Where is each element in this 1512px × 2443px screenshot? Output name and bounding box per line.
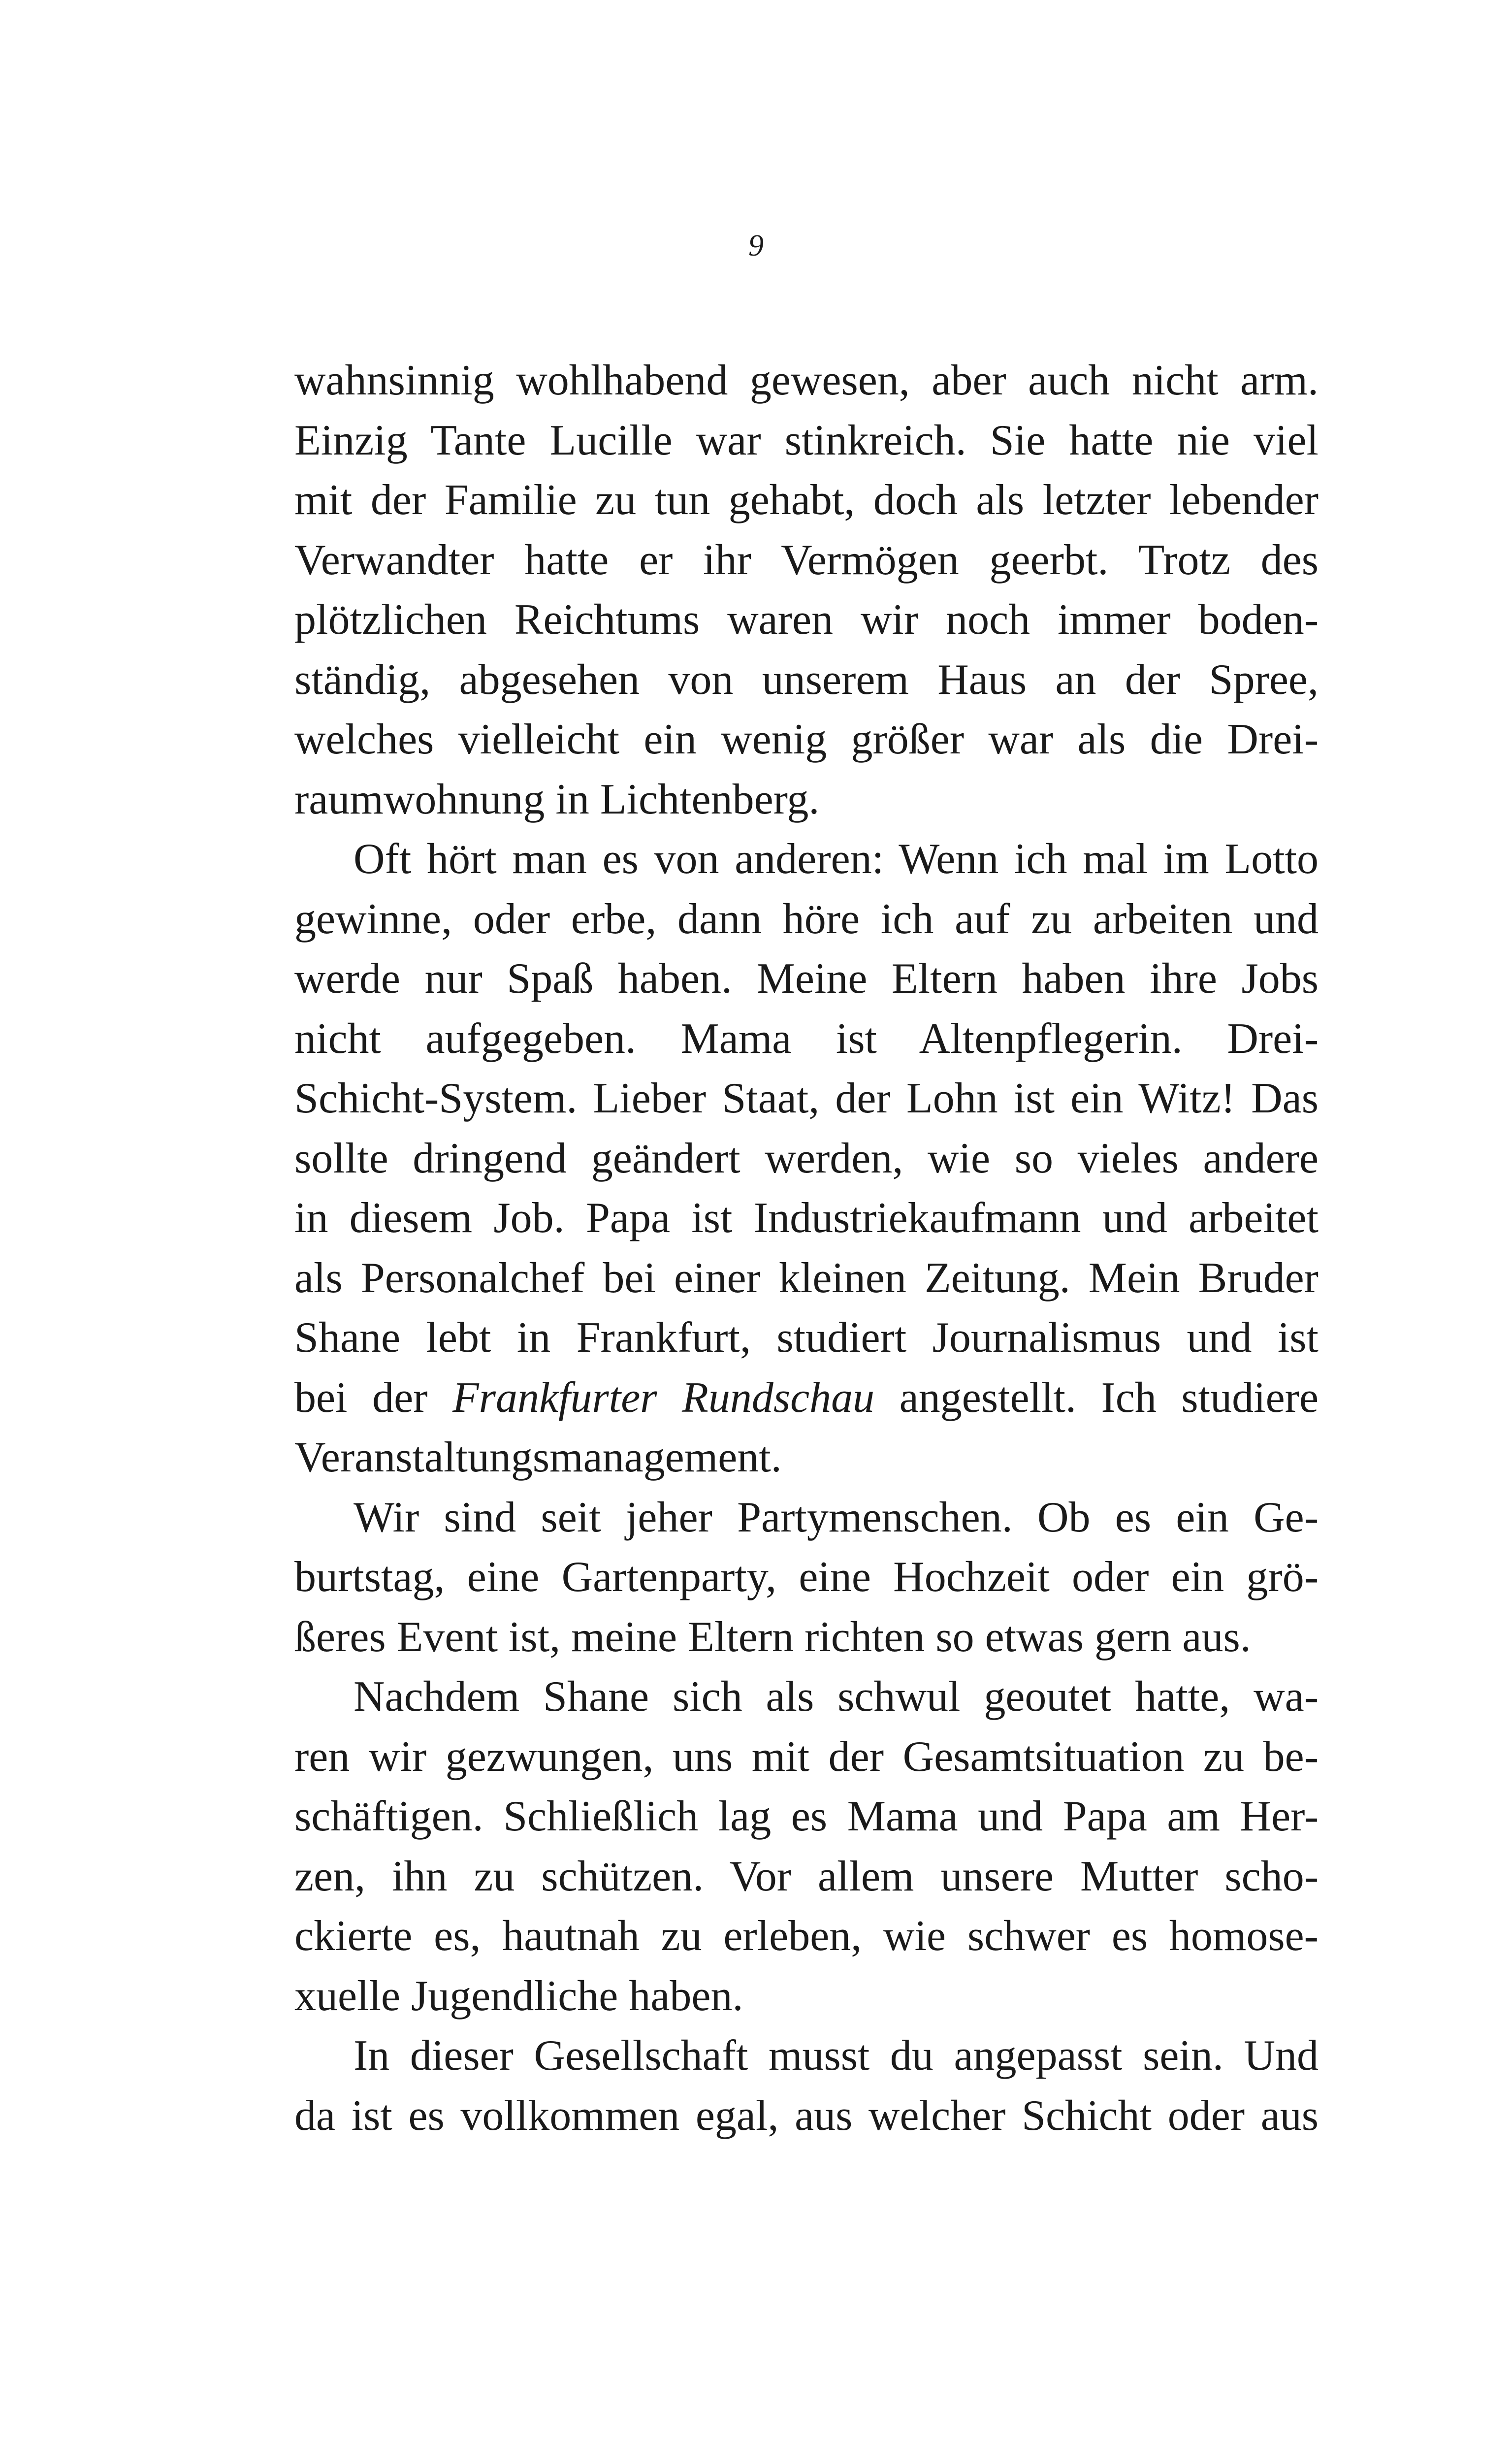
page-number: 9 bbox=[748, 229, 764, 262]
text-line: mit der Familie zu tun gehabt, doch als letzter lebender bbox=[294, 476, 1319, 524]
text-line: Nachdem Shane sich als schwul geoutet hatte, wa- bbox=[354, 1673, 1319, 1721]
text-line: ständig, abgesehen von unserem Haus an der Spree, bbox=[294, 655, 1319, 704]
paragraph bbox=[294, 829, 1319, 1488]
text-line: nicht aufgegeben. Mama ist Altenpflegerin. Drei- bbox=[294, 1014, 1319, 1063]
text-line: Einzig Tante Lucille war stinkreich. Sie hatte nie viel bbox=[294, 416, 1319, 464]
text-line: xuelle Jugendliche haben. bbox=[294, 1972, 743, 2020]
text-line: ßeres Event ist, meine Eltern richten so etwas gern aus. bbox=[294, 1613, 1251, 1661]
text-line: In dieser Gesellschaft musst du angepasst sein. Und bbox=[354, 2032, 1319, 2080]
text-line: Wir sind seit jeher Partymenschen. Ob es ein Ge- bbox=[354, 1493, 1319, 1541]
text-line: gewinne, oder erbe, dann höre ich auf zu arbeiten und bbox=[294, 895, 1319, 943]
paragraph bbox=[294, 1667, 1319, 2026]
text-line: plötzlichen Reichtums waren wir noch immer boden- bbox=[294, 596, 1319, 644]
text-line: Oft hört man es von anderen: Wenn ich mal im Lotto bbox=[354, 835, 1319, 883]
text-line: schäftigen. Schließlich lag es Mama und Papa am Her- bbox=[294, 1792, 1319, 1840]
text-line: sollte dringend geändert werden, wie so vieles andere bbox=[294, 1134, 1319, 1182]
text-line: in diesem Job. Papa ist Industriekaufmann und arbeitet bbox=[294, 1194, 1319, 1242]
text-line: werde nur Spaß haben. Meine Eltern haben ihre Jobs bbox=[294, 955, 1319, 1003]
paragraph bbox=[294, 351, 1319, 829]
paragraph bbox=[294, 2026, 1319, 2146]
text-line: zen, ihn zu schützen. Vor allem unsere Mutter scho- bbox=[294, 1852, 1319, 1900]
text-line: Shane lebt in Frankfurt, studiert Journalismus und ist bbox=[294, 1314, 1319, 1362]
text-line: raumwohnung in Lichtenberg. bbox=[294, 775, 820, 823]
text-line: ckierte es, hautnah zu erleben, wie schwer es homose- bbox=[294, 1912, 1319, 1960]
text-line: da ist es vollkommen egal, aus welcher Schicht oder aus bbox=[294, 2091, 1319, 2140]
text-line: welches vielleicht ein wenig größer war als die Drei- bbox=[294, 716, 1319, 763]
text-line: burtstag, eine Gartenparty, eine Hochzeit oder ein grö- bbox=[294, 1553, 1319, 1601]
text-line: ren wir gezwungen, uns mit der Gesamtsituation zu be- bbox=[294, 1732, 1319, 1781]
paragraph bbox=[294, 1488, 1319, 1667]
body-text bbox=[294, 351, 1319, 2146]
text-line: Schicht-System. Lieber Staat, der Lohn ist ein Witz! Das bbox=[294, 1075, 1319, 1122]
italic-title: Frankfurter Rundschau bbox=[452, 1373, 875, 1422]
text-line: wahnsinnig wohlhabend gewesen, aber auch nicht arm. bbox=[294, 357, 1319, 404]
text-line: bei der Frankfurter Rundschau angestellt. Ich studiere bbox=[294, 1373, 1319, 1422]
text-line: als Personalchef bei einer kleinen Zeitung. Mein Bruder bbox=[294, 1254, 1319, 1302]
text-line: Veranstaltungsmanagement. bbox=[294, 1433, 782, 1481]
text-line: Verwandter hatte er ihr Vermögen geerbt. Trotz des bbox=[294, 536, 1319, 584]
